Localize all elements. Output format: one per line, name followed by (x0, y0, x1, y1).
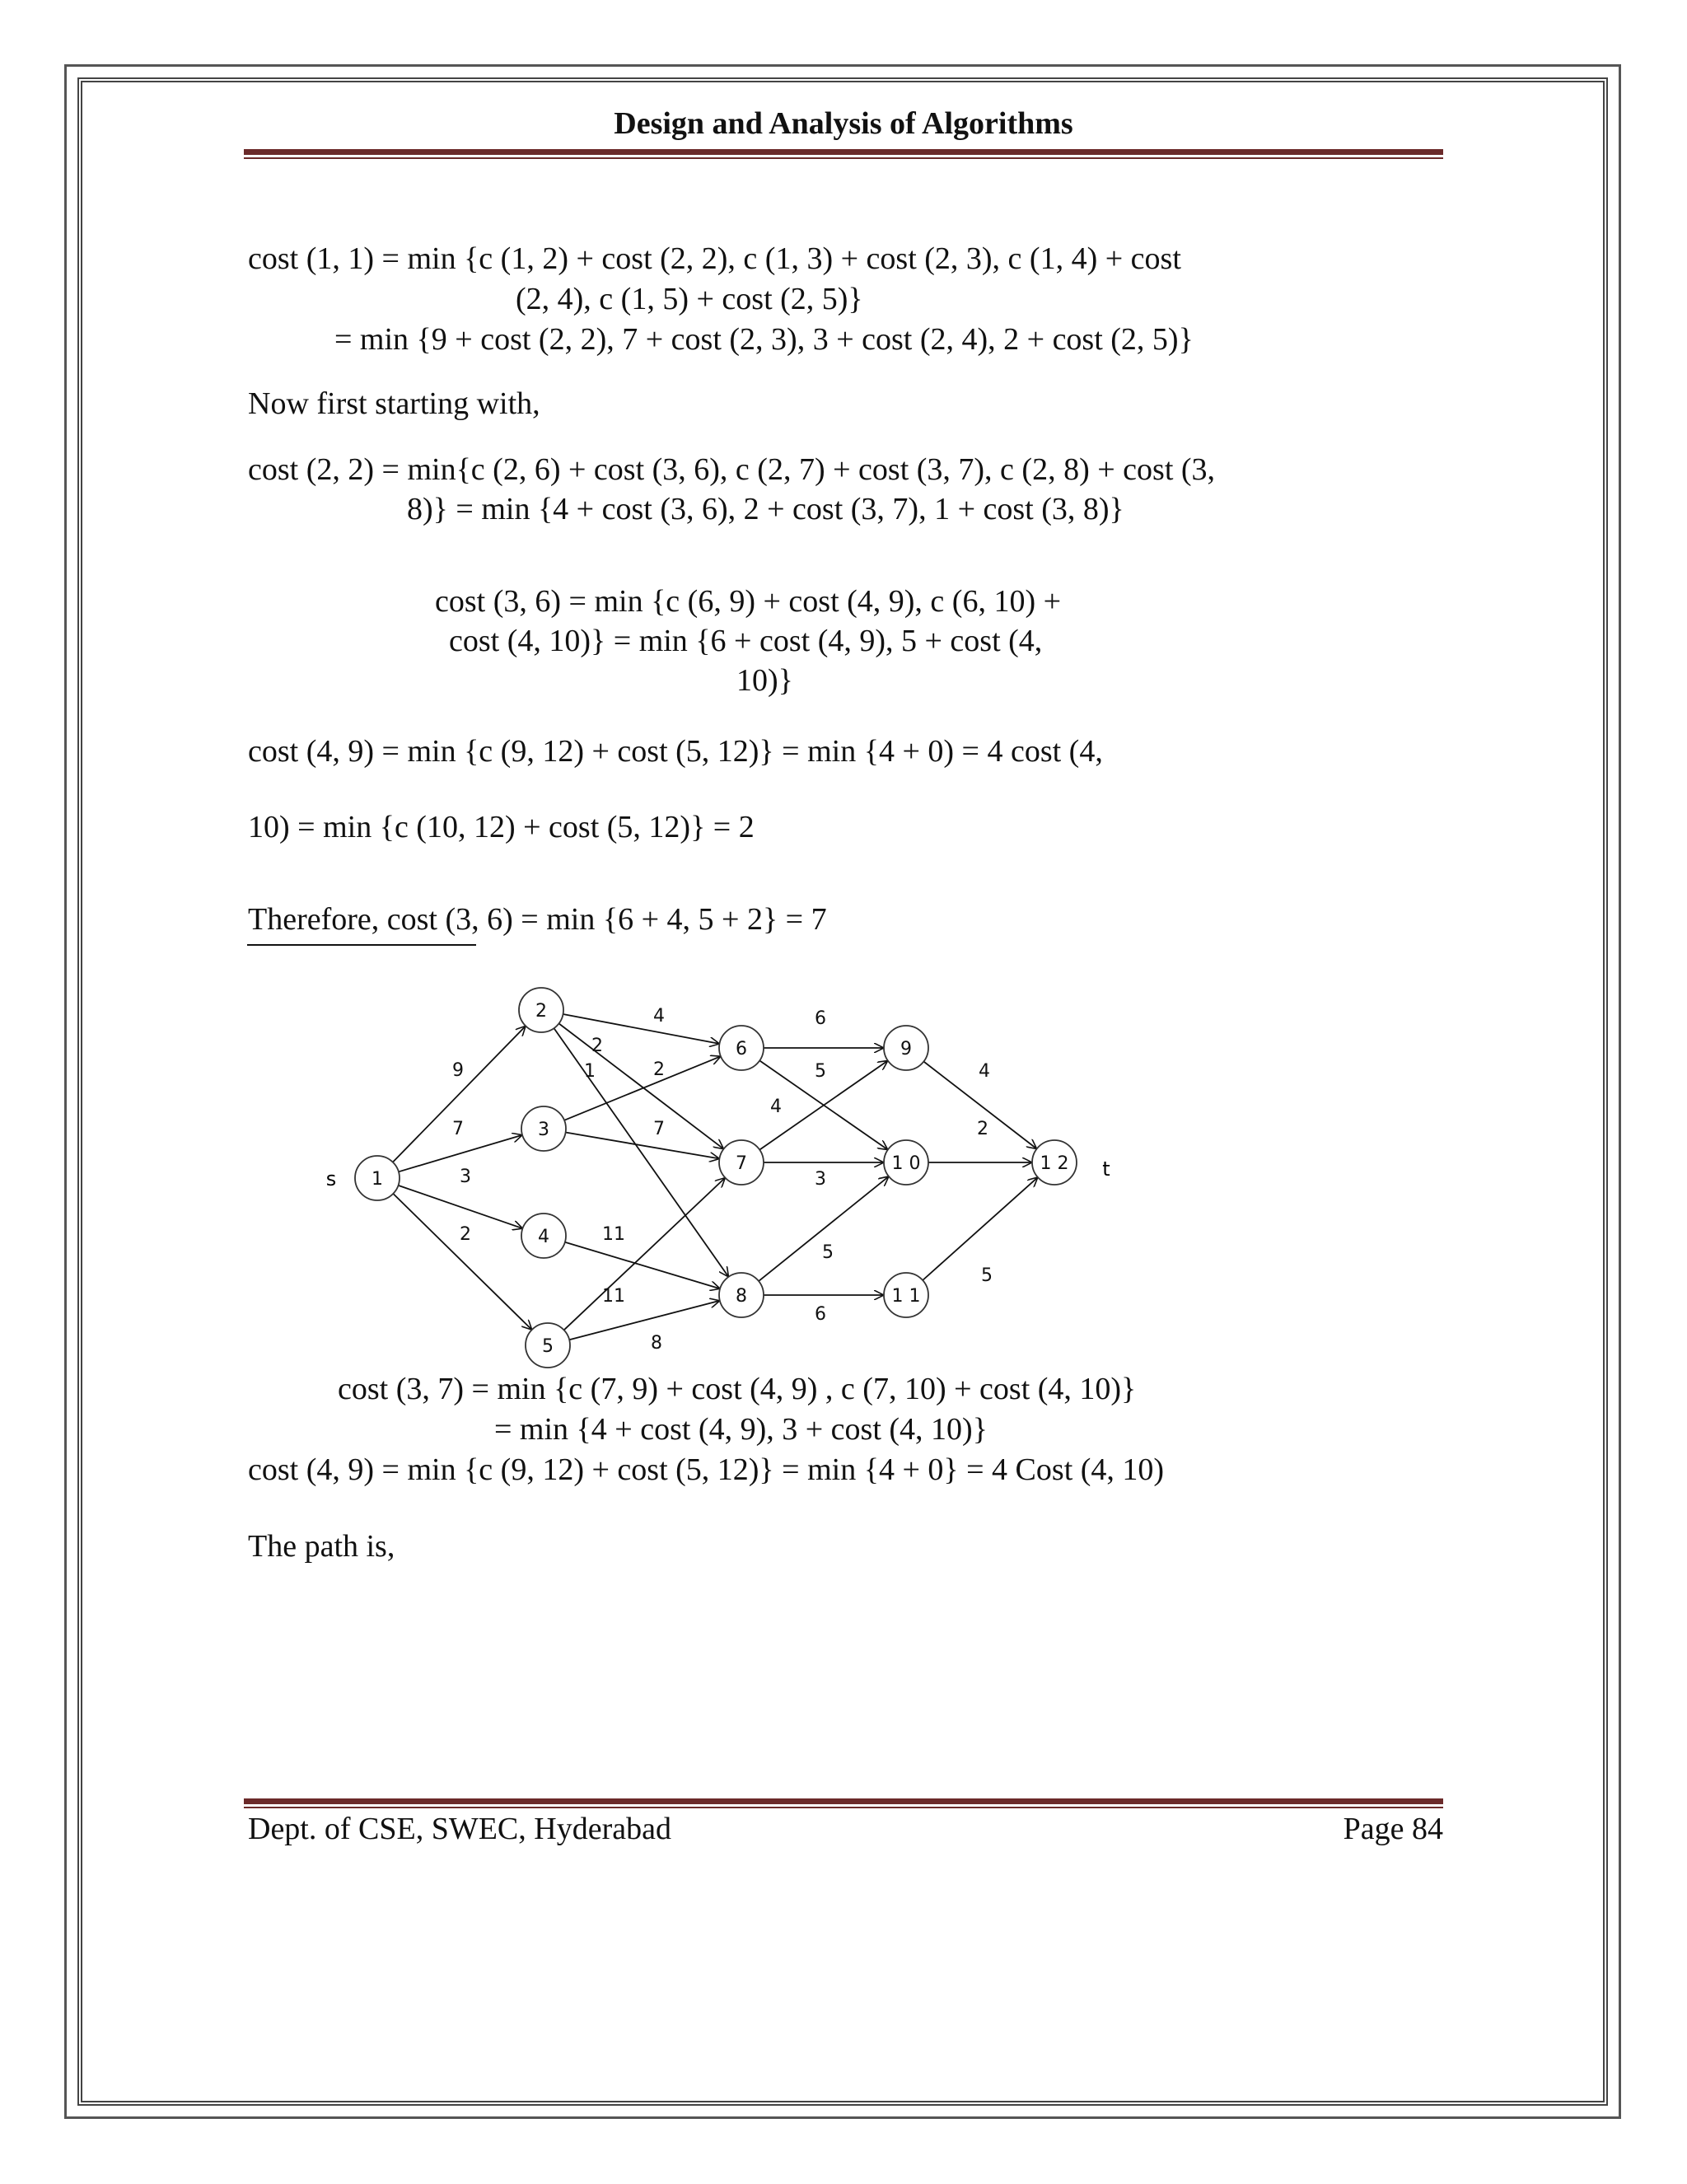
edge-weight-7-10: 3 (815, 1169, 826, 1190)
edge-weight-10-12: 2 (977, 1119, 988, 1139)
graph-node-label-6: 6 (736, 1039, 747, 1059)
text-line-2: (2, 4), c (1, 5) + cost (2, 5)} (516, 282, 863, 316)
edge-weight-5-7: 11 (602, 1286, 625, 1307)
page-header-title: Design and Analysis of Algorithms (614, 106, 1073, 141)
text-line-6: 8)} = min {4 + cost (3, 6), 2 + cost (3, 7), 1 + cost (3, 8)} (407, 492, 1124, 526)
edge-weight-9-12: 4 (979, 1061, 990, 1082)
edge-8-10 (759, 1177, 888, 1282)
edge-11-12 (923, 1178, 1037, 1280)
text-line-11: 10) = min {c (10, 12) + cost (5, 12)} = 2 (248, 810, 755, 844)
text-line-14: = min {4 + cost (4, 9), 3 + cost (4, 10)} (494, 1412, 988, 1447)
edge-1-2 (393, 1027, 526, 1162)
edge-5-7 (564, 1178, 725, 1330)
graph-node-label-1: 1 (372, 1169, 383, 1190)
footer-rule (244, 1798, 1443, 1808)
text-line-16: The path is, (248, 1529, 395, 1564)
edge-2-8 (554, 1028, 728, 1276)
edge-weight-6-9: 6 (815, 1008, 826, 1029)
edge-2-6 (563, 1014, 719, 1044)
graph-node-label-4: 4 (538, 1227, 549, 1247)
edge-2-7 (558, 1023, 722, 1148)
graph-node-label-7: 7 (736, 1153, 747, 1174)
edge-weight-11-12: 5 (981, 1265, 993, 1286)
graph-node-label-2: 2 (535, 1001, 547, 1022)
text-line-1: cost (1, 1) = min {c (1, 2) + cost (2, 2), c (1, 3) + cost (2, 3), c (1, 4) + cost (248, 241, 1181, 276)
edge-weight-2-6: 4 (653, 1006, 665, 1027)
graph-node-label-8: 8 (736, 1286, 747, 1307)
edge-5-8 (569, 1301, 719, 1340)
text-line-15: cost (4, 9) = min {c (9, 12) + cost (5, 12)} = min {4 + 0} = 4 Cost (4, 10) (248, 1452, 1165, 1487)
edge-weight-1-2: 9 (452, 1060, 464, 1081)
edge-weight-1-5: 2 (460, 1224, 471, 1245)
edge-1-5 (393, 1194, 531, 1329)
edge-weight-6-10: 5 (815, 1061, 826, 1082)
edge-weight-8-10: 5 (822, 1242, 834, 1263)
graph-node-label-11: 1 1 (891, 1286, 921, 1307)
edge-4-8 (565, 1242, 719, 1288)
text-line-4: Now first starting with, (248, 386, 540, 421)
graph-node-label-9: 9 (900, 1039, 912, 1059)
edge-weight-3-6: 2 (653, 1059, 665, 1080)
text-line-9: 10)} (736, 663, 793, 698)
source-label: s (325, 1167, 337, 1190)
sink-label: t (1102, 1157, 1110, 1181)
edge-weight-1-3: 7 (452, 1119, 464, 1139)
text-line-13: cost (3, 7) = min {c (7, 9) + cost (4, 9) , c (7, 10) + cost (4, 10)} (338, 1372, 1137, 1406)
graph-node-label-3: 3 (538, 1120, 549, 1140)
graph-node-label-5: 5 (542, 1336, 554, 1357)
edge-weight-2-7: 2 (591, 1036, 603, 1056)
text-line-12: Therefore, cost (3, 6) = min {6 + 4, 5 + 2} = 7 (248, 902, 827, 937)
edge-weight-3-7: 7 (653, 1119, 665, 1139)
text-line-7: cost (3, 6) = min {c (6, 9) + cost (4, 9), c (6, 10) + (435, 584, 1062, 619)
text-line-5: cost (2, 2) = min{c (2, 6) + cost (3, 6), c (2, 7) + cost (3, 7), c (2, 8) + cost (3, (248, 452, 1216, 487)
edge-weight-2-8: 1 (584, 1061, 596, 1082)
edge-weight-5-8: 8 (651, 1333, 662, 1354)
text-line-3: = min {9 + cost (2, 2), 7 + cost (2, 3), 3 + cost (2, 4), 2 + cost (2, 5)} (334, 322, 1194, 357)
footer-department: Dept. of CSE, SWEC, Hyderabad (248, 1812, 671, 1846)
edge-weight-4-8: 11 (602, 1224, 625, 1245)
edge-1-4 (399, 1186, 522, 1228)
footer-page-number: Page 84 (1343, 1812, 1443, 1846)
edge-weight-1-4: 3 (460, 1167, 471, 1187)
text-line-10: cost (4, 9) = min {c (9, 12) + cost (5, 12)} = min {4 + 0) = 4 cost (4, (248, 734, 1103, 769)
graph-node-label-10: 1 0 (891, 1153, 921, 1174)
text-line-8: cost (4, 10)} = min {6 + cost (4, 9), 5 + cost (4, (449, 624, 1043, 658)
edge-weight-8-11: 6 (815, 1304, 826, 1325)
edge-weight-7-9: 4 (770, 1097, 782, 1117)
graph-node-label-12: 1 2 (1040, 1153, 1069, 1174)
